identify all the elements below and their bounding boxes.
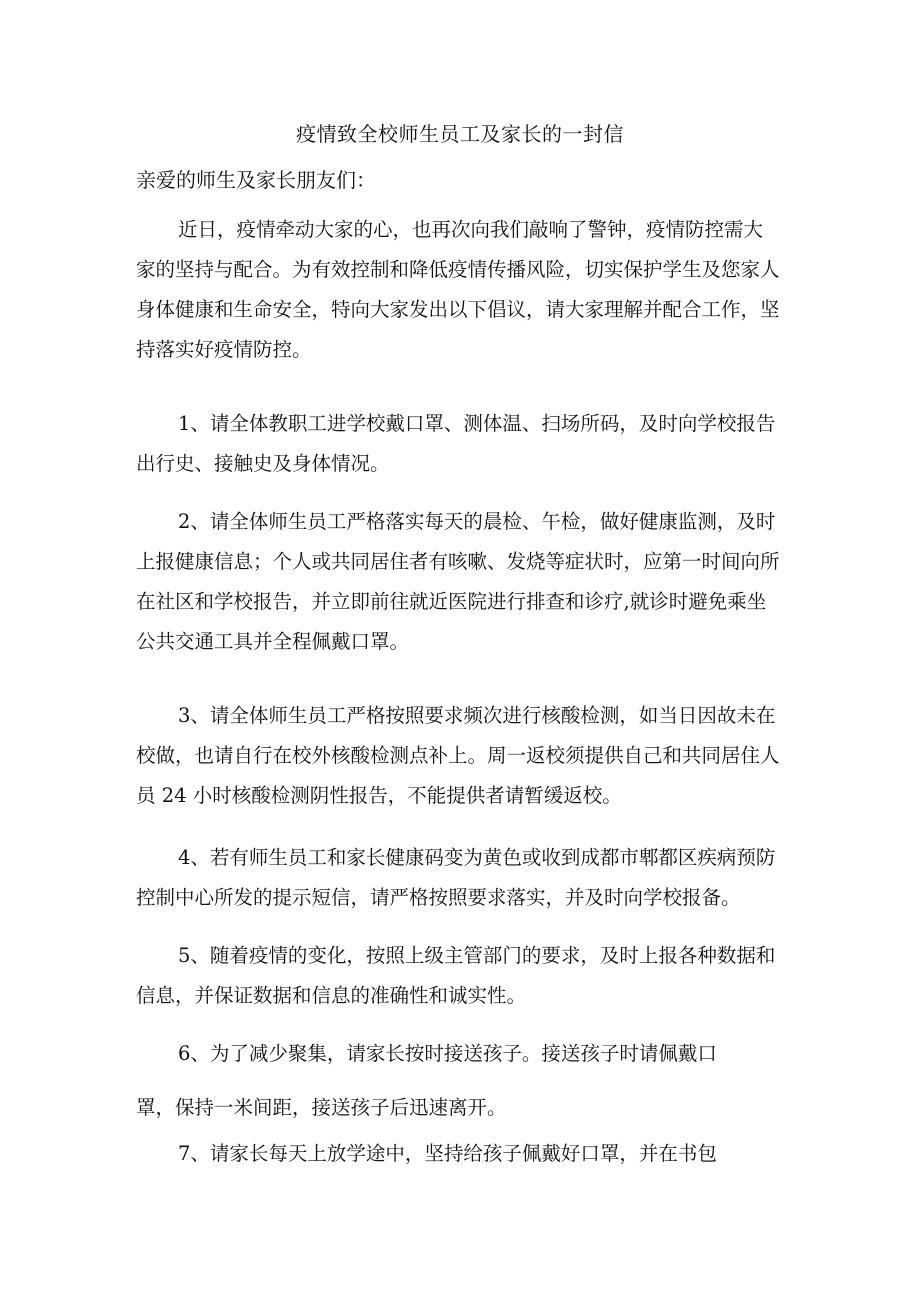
paragraph-line: 6、为了减少聚集，请家长按时接送孩子。接送孩子时请佩戴口 (178, 1042, 717, 1065)
paragraph-line: 罩，保持一米间距，接送孩子后迅速离开。 (136, 1096, 507, 1119)
paragraph-line: 1、请全体教职工进学校戴口罩、测体温、扫场所码，及时向学校报告 (178, 412, 776, 435)
page-title: 疫情致全校师生员工及家长的一封信 (296, 122, 624, 146)
paragraph-line: 员 24 小时核酸检测阴性报告，不能提供者请暂缓返校。 (136, 784, 622, 807)
paragraph-item-2 (136, 502, 796, 662)
paragraph-line: 4、若有师生员工和家长健康码变为黄色或收到成都市郫都区疾病预防 (178, 846, 776, 869)
paragraph-item-5 (136, 936, 796, 1016)
paragraph-line: 2、请全体师生员工严格落实每天的晨检、午检，做好健康监测，及时 (178, 510, 776, 533)
paragraph-line: 在社区和学校报告，并立即前往就近医院进行排查和诊疗,就诊时避免乘坐 (136, 590, 767, 613)
paragraph-line: 上报健康信息；个人或共同居住者有咳嗽、发烧等症状时，应第一时间向所 (136, 550, 780, 573)
paragraph-line: 控制中心所发的提示短信，请严格按照要求落实，并及时向学校报备。 (136, 886, 741, 909)
salutation: 亲爱的师生及家长朋友们： (136, 168, 376, 192)
paragraph-line: 身体健康和生命安全，特向大家发出以下倡议，请大家理解并配合工作，坚 (136, 298, 780, 321)
paragraph-line: 近日，疫情牵动大家的心，也再次向我们敲响了警钟，疫情防控需大 (178, 218, 764, 241)
paragraph-item-7 (136, 1134, 796, 1174)
paragraph-line: 家的坚持与配合。为有效控制和降低疫情传播风险，切实保护学生及您家人 (136, 258, 780, 281)
paragraph-item-6 (136, 1034, 796, 1074)
paragraph-line: 信息，并保证数据和信息的准确性和诚实性。 (136, 984, 527, 1007)
paragraph-line: 3、请全体师生员工严格按照要求频次进行核酸检测，如当日因故未在 (178, 704, 776, 727)
paragraph-line: 校做，也请自行在校外核酸检测点补上。周一返校须提供自己和共同居住人 (136, 744, 780, 767)
paragraph-item-1 (136, 404, 796, 484)
paragraph-item-3 (136, 696, 796, 816)
paragraph-line: 7、请家长每天上放学途中，坚持给孩子佩戴好口罩，并在书包 (178, 1142, 717, 1165)
paragraph-line: 出行史、接触史及身体情况。 (136, 452, 390, 475)
paragraph-line: 公共交通工具并全程佩戴口罩。 (136, 630, 410, 653)
paragraph-item-6-continued (136, 1088, 796, 1128)
paragraph-line: 持落实好疫情防控。 (136, 338, 312, 361)
paragraph-item-4 (136, 838, 796, 918)
paragraph-intro (136, 210, 796, 370)
paragraph-line: 5、随着疫情的变化，按照上级主管部门的要求，及时上报各种数据和 (178, 944, 776, 967)
